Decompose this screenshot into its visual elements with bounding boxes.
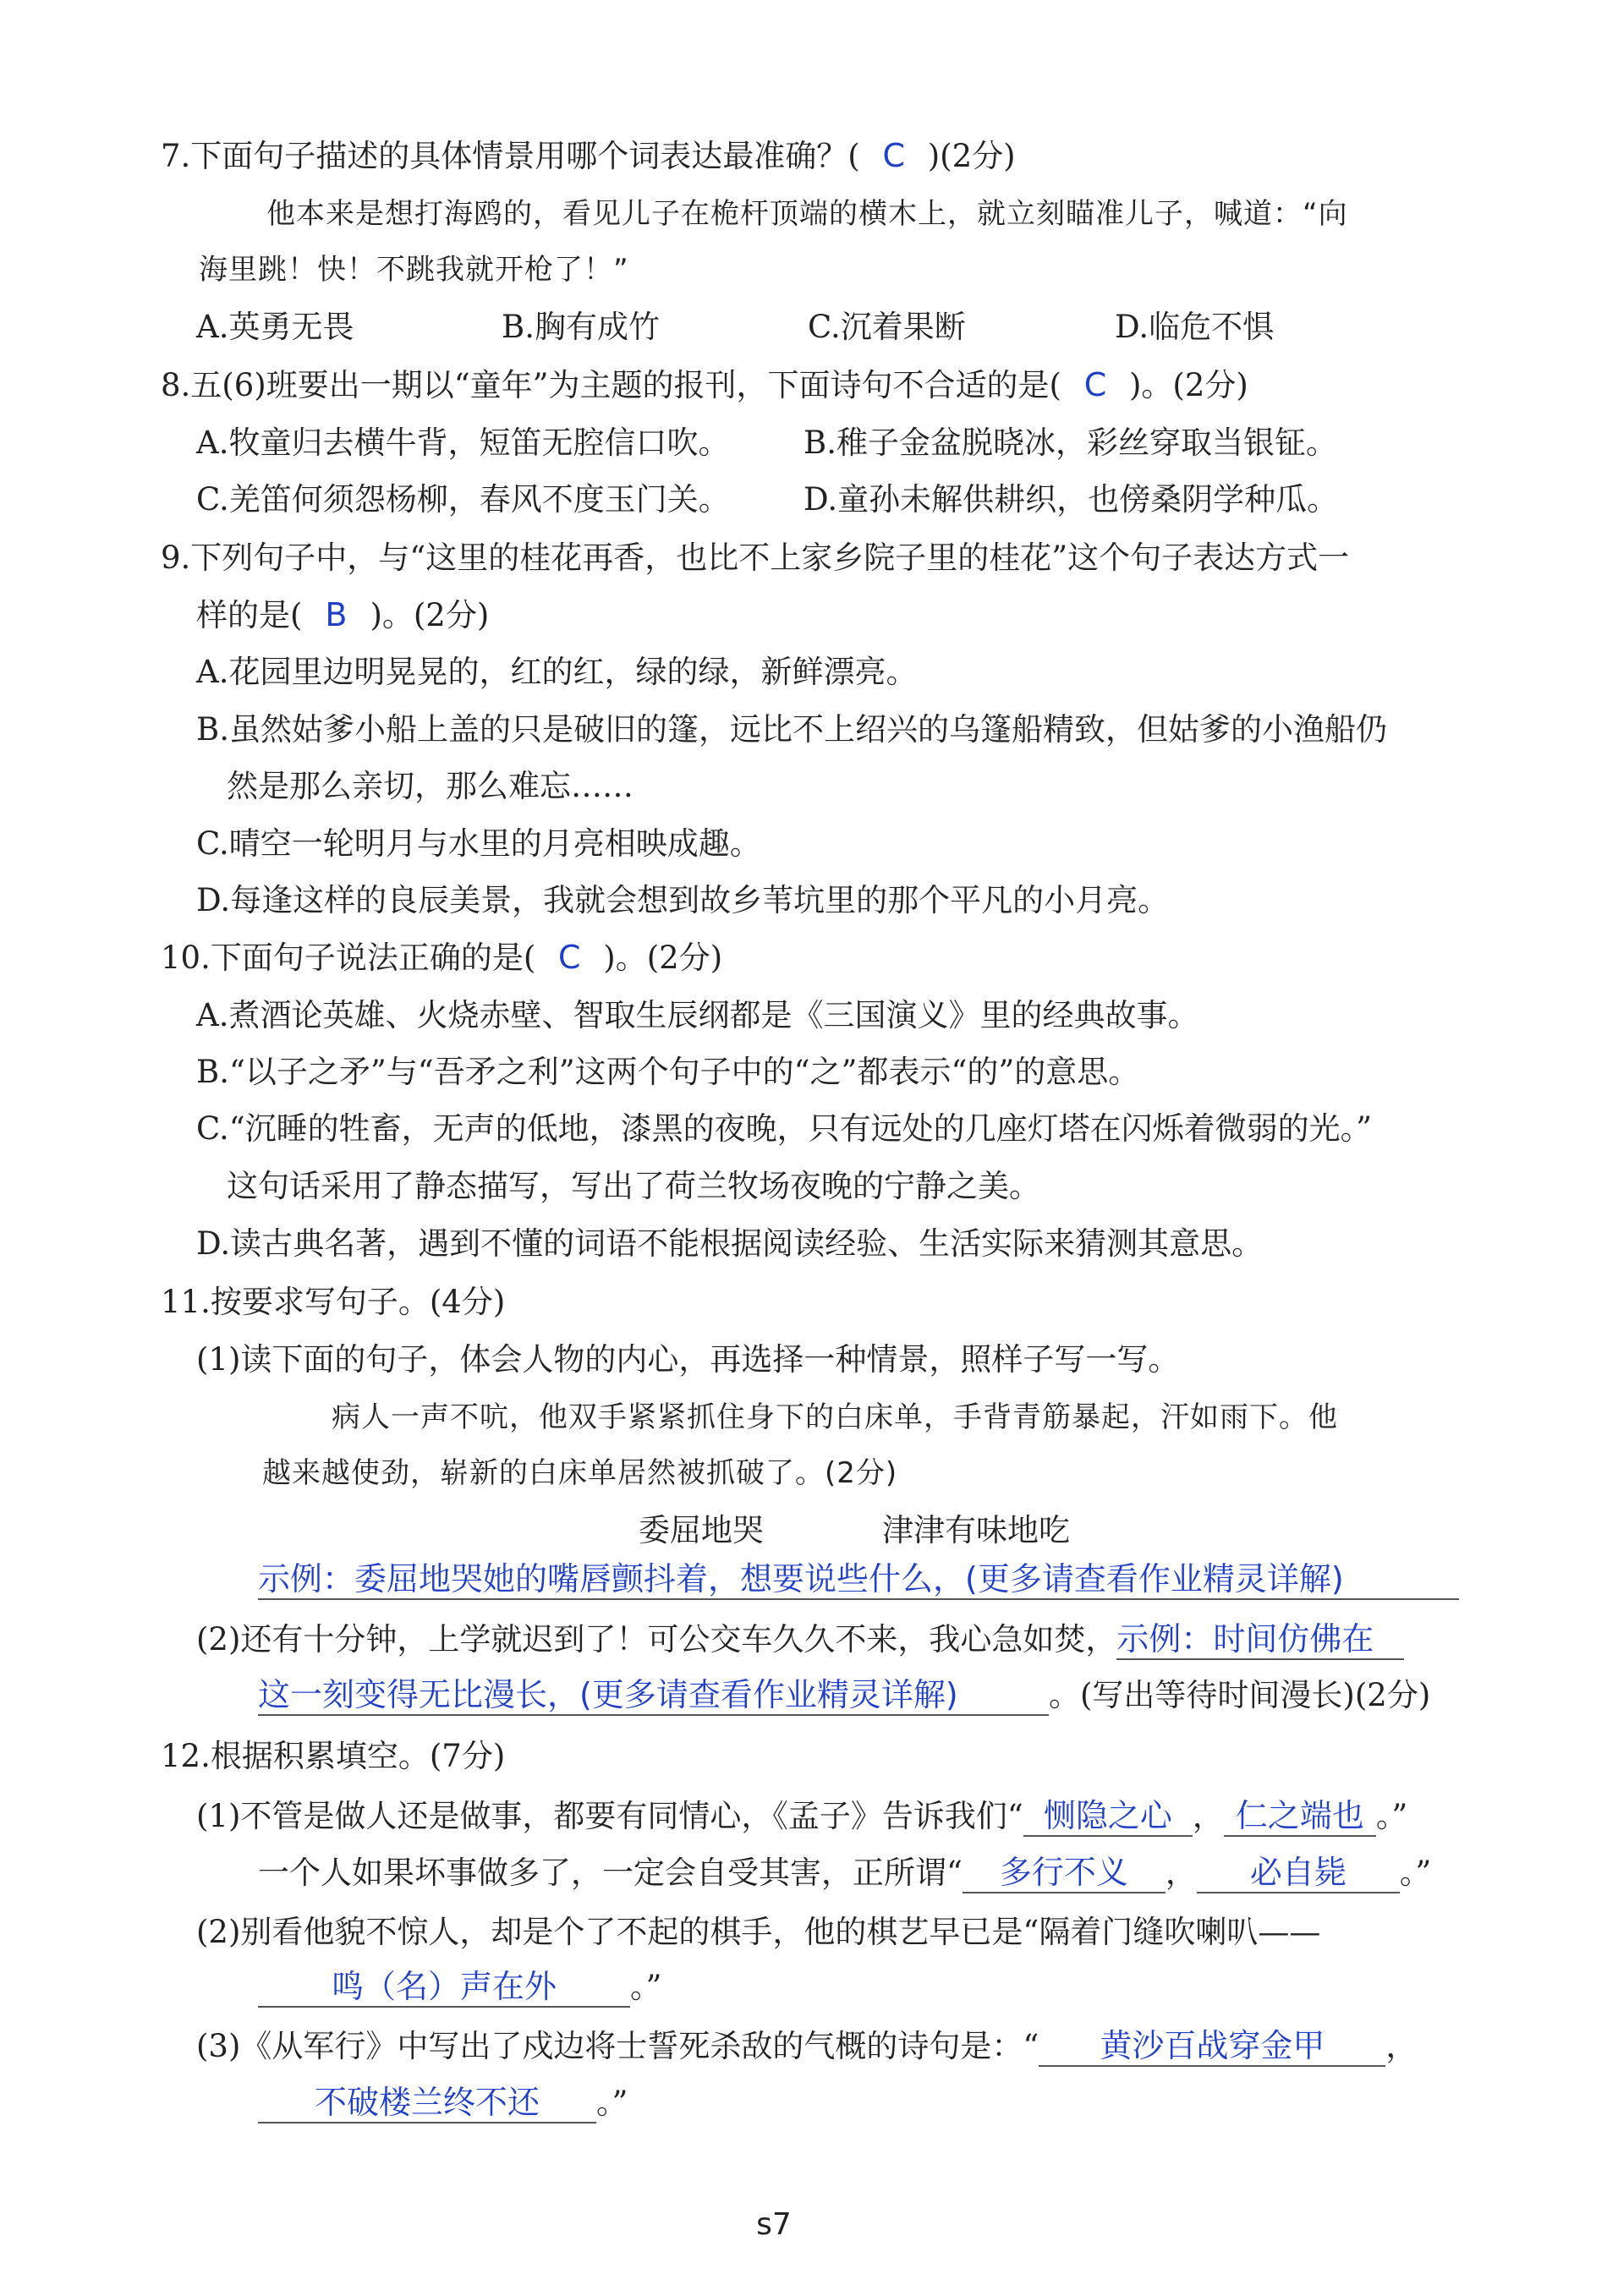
q10-option-a: A.煮酒论英雄、火烧赤壁、智取生辰纲都是《三国演义》里的经典故事。 <box>196 997 1199 1033</box>
q7-stem: 7.下面句子描述的具体情景用哪个词表达最准确？( C )(2分) <box>161 137 1016 174</box>
q10-option-d: D.读古典名著，遇到不懂的词语不能根据阅读经验、生活实际来猜测其意思。 <box>196 1225 1264 1262</box>
q11-part1-quote-line1: 病人一声不吭，他双手紧紧抓住身下的白床单，手背青筋暴起，汗如雨下。他 <box>332 1400 1338 1434</box>
q11-part1-stem: (1)读下面的句子，体会人物的内心，再选择一种情景，照样子写一写。 <box>196 1341 1180 1378</box>
q12-part1-answer3: 多行不义 <box>963 1856 1166 1893</box>
page-number: s7 <box>756 2207 792 2242</box>
q7-option-a: A.英勇无畏 <box>196 309 354 345</box>
q11-part1-choice2: 津津有味地吃 <box>882 1512 1070 1548</box>
q10-stem: 10.下面句子说法正确的是( C )。(2分) <box>161 939 723 976</box>
q7-option-d: D.临危不惧 <box>1115 309 1275 345</box>
q10-option-b: B.“以子之矛”与“吾矛之利”这两个句子中的“之”都表示“的”的意思。 <box>196 1054 1140 1090</box>
q12-stem: 12.根据积累填空。(7分) <box>161 1738 506 1774</box>
q11-stem: 11.按要求写句子。(4分) <box>161 1284 506 1320</box>
q8-option-c: C.羌笛何须怨杨柳，春风不度玉门关。 <box>196 481 730 518</box>
q8-option-b: B.稚子金盆脱晓冰，彩丝穿取当银钲。 <box>804 425 1337 461</box>
q9-option-d: D.每逢这样的良辰美景，我就会想到故乡苇坑里的那个平凡的小月亮。 <box>196 882 1170 918</box>
q8-option-a: A.牧童归去横牛背，短笛无腔信口吹。 <box>196 425 730 461</box>
q9-answer: B <box>325 596 348 633</box>
q7-option-c: C.沉着果断 <box>808 309 966 345</box>
q12-part1-answer2: 仁之端也 <box>1224 1800 1376 1837</box>
q12-part3-answer2: 不破楼兰终不还 <box>258 2086 596 2123</box>
q10-answer: C <box>558 939 581 976</box>
q12-part1-answer1: 恻隐之心 <box>1023 1800 1193 1837</box>
q12-part2-line1: (2)别看他貌不惊人，却是个了不起的棋手，他的棋艺早已是“隔着门缝吹喇叭—— <box>196 1914 1321 1950</box>
q12-part2-line2: 鸣（名）声在外 。” <box>258 1970 661 2008</box>
q11-part1-quote-line2: 越来越使劲，崭新的白床单居然被抓破了。(2分) <box>262 1456 898 1490</box>
q7-quote-line1: 他本来是想打海鸥的，看见儿子在桅杆顶端的横木上，就立刻瞄准儿子，喊道：“向 <box>266 197 1348 231</box>
q7-quote-line2: 海里跳！快！不跳我就开枪了！” <box>199 253 629 287</box>
q12-part1-line2: 一个人如果坏事做多了，一定会自受其害，正所谓“ 多行不义 ， 必自毙 。” <box>258 1856 1431 1893</box>
q11-part1-answer-line <box>258 1560 1459 1600</box>
q12-part3-line1: (3)《从军行》中写出了戍边将士誓死杀敌的气概的诗句是：“ 黄沙百战穿金甲 ， <box>196 2030 1417 2067</box>
q9-option-b-line2: 然是那么亲切，那么难忘…… <box>227 768 633 804</box>
q12-part2-answer: 鸣（名）声在外 <box>258 1970 630 2008</box>
q11-part1-answer: 示例：委屈地哭她的嘴唇颤抖着，想要说些什么，(更多请查看作业精灵详解) <box>258 1563 1459 1600</box>
q11-part2-answer-line2: 这一刻变得无比漫长，(更多请查看作业精灵详解) <box>258 1679 1049 1716</box>
q7-answer: C <box>882 137 906 174</box>
q9-option-a: A.花园里边明晃晃的，红的红，绿的绿，新鲜漂亮。 <box>196 654 918 690</box>
q12-part1-line1: (1)不管是做人还是做事，都要有同情心，《孟子》告诉我们“ 恻隐之心 ， 仁之端也 。” <box>196 1800 1407 1837</box>
q12-part3-line2: 不破楼兰终不还 。” <box>258 2086 628 2123</box>
q9-option-c: C.晴空一轮明月与水里的月亮相映成趣。 <box>196 825 761 862</box>
q11-part2-answer-line1: 示例：时间仿佛在 <box>1116 1623 1404 1660</box>
q9-stem-line1: 9.下列句子中，与“这里的桂花再香，也比不上家乡院子里的桂花”这个句子表达方式一 <box>161 540 1350 576</box>
q8-answer: C <box>1083 366 1107 403</box>
q12-part3-answer1: 黄沙百战穿金甲 <box>1039 2030 1385 2067</box>
q9-stem-line2: 样的是( B )。(2分) <box>196 596 490 633</box>
q11-part1-choice1: 委屈地哭 <box>639 1512 764 1548</box>
q9-option-b-line1: B.虽然姑爹小船上盖的只是破旧的篷，远比不上绍兴的乌篷船精致，但姑爹的小渔船仍 <box>196 711 1387 748</box>
q11-part2-line1: (2)还有十分钟，上学就迟到了！可公交车久久不来，我心急如焚，示例：时间仿佛在 <box>196 1623 1404 1660</box>
q12-part1-answer4: 必自毙 <box>1197 1856 1400 1893</box>
q10-option-c-line2: 这句话采用了静态描写，写出了荷兰牧场夜晚的宁静之美。 <box>227 1168 1040 1204</box>
q10-option-c-line1: C.“沉睡的牲畜，无声的低地，漆黑的夜晚，只有远处的几座灯塔在闪烁着微弱的光。” <box>196 1110 1373 1147</box>
q8-stem: 8.五(6)班要出一期以“童年”为主题的报刊，下面诗句不合适的是( C )。(2分) <box>161 366 1248 403</box>
q11-part2-line2: 这一刻变得无比漫长，(更多请查看作业精灵详解) 。(写出等待时间漫长)(2分) <box>258 1679 1430 1716</box>
q8-option-d: D.童孙未解供耕织，也傍桑阴学种瓜。 <box>804 481 1339 518</box>
q7-option-b: B.胸有成竹 <box>502 309 660 345</box>
